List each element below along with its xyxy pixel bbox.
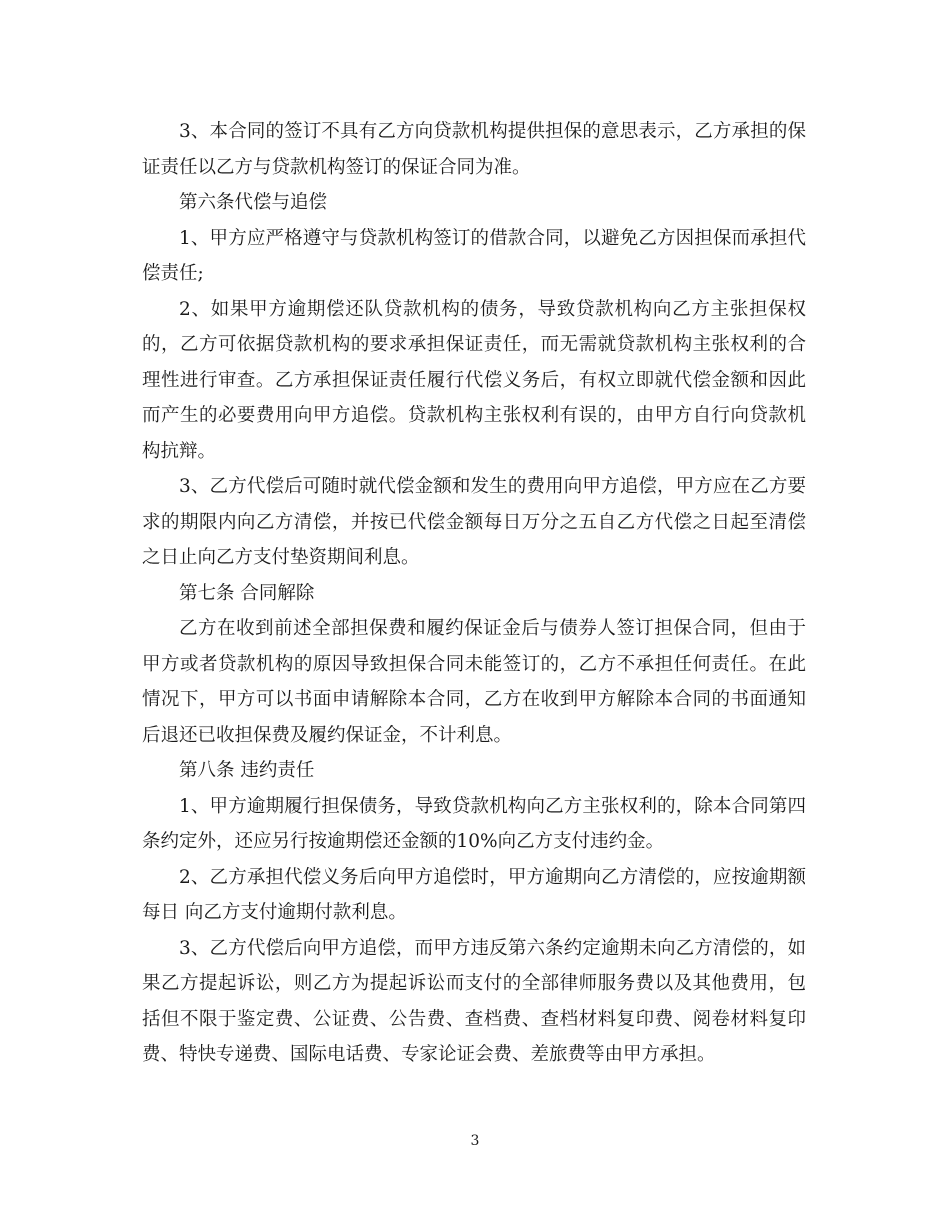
- paragraph-clause-8-3: 3、乙方代偿后向甲方追偿，而甲方违反第六条约定逾期未向乙方清偿的，如果乙方提起诉讼，则乙方为提起诉讼而支付的全部律师服务费以及其他费用，包括但不限于鉴定费、公证费、公告费、查档费、查档材料复印费、阅卷材料复印费、特快专递费、国际电话费、专家论证会费、差旅费等由甲方承担。: [142, 937, 806, 1065]
- heading-article-6: 第六条代偿与追偿: [179, 192, 328, 213]
- paragraph-clause-6-3: 3、乙方代偿后可随时就代偿金额和发生的费用向甲方追偿，甲方应在乙方要求的期限内向乙方清偿，并按已代偿金额每日万分之五自乙方代偿之日起至清偿之日止向乙方支付垫资期间利息。: [142, 476, 806, 568]
- paragraph-clause-5-3: 3、本合同的签订不具有乙方向贷款机构提供担保的意思表示，乙方承担的保证责任以乙方与贷款机构签订的保证合同为准。: [142, 121, 806, 178]
- heading-article-7: 第七条 合同解除: [179, 582, 315, 604]
- paragraph-clause-6-2: 2、如果甲方逾期偿还队贷款机构的债务，导致贷款机构向乙方主张担保权的，乙方可依据贷款机构的要求承担保证责任，而无需就贷款机构主张权利的合理性进行审查。乙方承担保证责任履行代偿义务后，有权立即就代偿金额和因此而产生的必要费用向甲方追偿。贷款机构主张权利有误的，由甲方自行向贷款机构抗辩。: [142, 298, 806, 462]
- heading-article-8: 第八条 违约责任: [179, 760, 315, 781]
- paragraph-clause-6-1: 1、甲方应严格遵守与贷款机构签订的借款合同，以避免乙方因担保而承担代偿责任;: [142, 227, 806, 284]
- paragraph-clause-8-1: 1、甲方逾期履行担保债务，导致贷款机构向乙方主张权利的，除本合同第四条约定外，还应另行按逾期偿还金额的10%向乙方支付违约金。: [142, 795, 806, 852]
- paragraph-clause-8-2: 2、乙方承担代偿义务后向甲方追偿时，甲方逾期向乙方清偿的，应按逾期额每日 向乙方支付逾期付款利息。: [142, 866, 806, 923]
- paragraph-article-7-body: 乙方在收到前述全部担保费和履约保证金后与债券人签订担保合同，但由于甲方或者贷款机构的原因导致担保合同未能签订的，乙方不承担任何责任。在此情况下，甲方可以书面申请解除本合同，乙方在收到甲方解除本合同的书面通知后退还已收担保费及履约保证金，不计利息。: [142, 618, 806, 746]
- page-number: 3: [470, 1133, 480, 1149]
- document-body: [142, 114, 806, 1073]
